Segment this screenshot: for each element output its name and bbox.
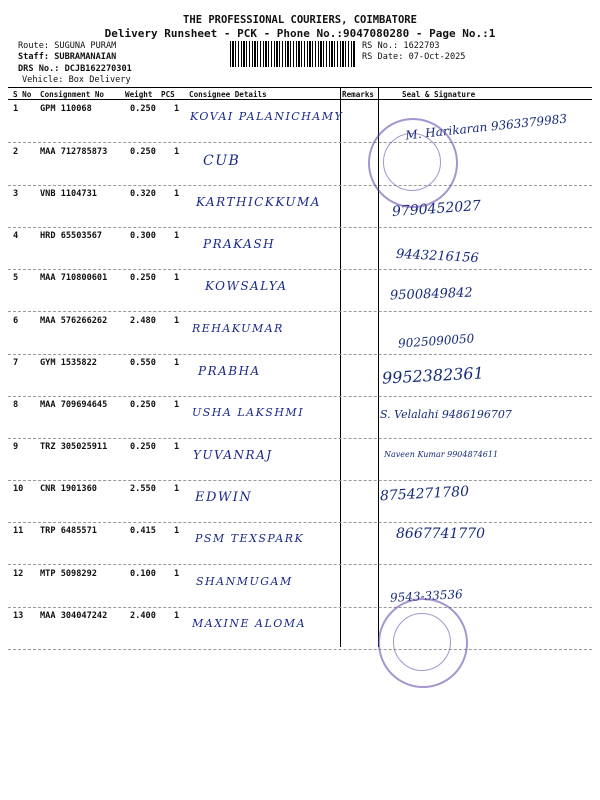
row-signature: Naveen Kumar 9904874611 [384,450,499,459]
row-divider [8,438,592,439]
row-pcs: 1 [174,147,180,157]
row-consignee-name: SHANMUGAM [196,575,293,588]
row-divider [8,142,592,143]
row-pcs: 1 [174,569,180,579]
row-divider [8,649,592,650]
col-seal: Seal & Signature [402,90,476,99]
row-consignment-no: MAA 709694645 [40,400,108,410]
col-consignment: Consignment No [40,90,105,99]
row-weight: 2.480 [130,316,156,326]
row-pcs: 1 [174,442,180,452]
col-pcs: PCS [161,90,175,99]
row-signature: 9500849842 [389,285,473,304]
row-consignment-no: VNB 1104731 [40,189,97,199]
row-weight: 0.320 [130,189,156,199]
row-signature: 8754271780 [379,483,470,505]
row-consignee-name: CUB [203,153,241,169]
row-weight: 0.250 [130,147,156,157]
row-weight: 2.400 [130,611,156,621]
row-consignment-no: TRP 6485571 [40,526,97,536]
row-divider [8,396,592,397]
barcode [230,41,356,67]
vehicle-label: Vehicle: Box Delivery [22,75,131,85]
row-consignment-no: GYM 1535822 [40,358,97,368]
route-label: Route: SUGUNA PURAM [18,41,117,51]
row-sno: 13 [13,611,24,621]
row-pcs: 1 [174,526,180,536]
row-divider [8,311,592,312]
row-consignment-no: MAA 304047242 [40,611,108,621]
row-consignment-no: MTP 5098292 [40,569,97,579]
company-seal-stamp-inner [383,133,441,191]
row-sno: 6 [13,316,19,326]
company-title: THE PROFESSIONAL COURIERS, COIMBATORE [183,14,417,26]
row-signature: 8667741770 [396,526,486,542]
row-signature: M. Harikaran 9363379983 [404,111,568,143]
row-consignee-name: USHA LAKSHMI [192,406,305,419]
col-remarks: Remarks [342,90,375,99]
row-consignment-no: TRZ 305025911 [40,442,108,452]
row-weight: 0.250 [130,442,156,452]
row-consignee-name: PSM TEXSPARK [195,532,305,545]
row-weight: 2.550 [130,484,156,494]
row-consignee-name: PRABHA [198,364,261,378]
row-weight: 0.415 [130,526,156,536]
row-consignment-no: GPM 110068 [40,104,92,114]
row-signature: 9543-33536 [389,587,464,605]
staff-label: Staff: SUBRAMANAIAN [18,52,117,62]
row-consignment-no: CNR 1901360 [40,484,97,494]
row-consignee-name: YUVANRAJ [193,448,273,462]
row-signature: 9025090050 [397,331,475,351]
row-sno: 7 [13,358,19,368]
row-pcs: 1 [174,316,180,326]
row-consignment-no: MAA 712785873 [40,147,108,157]
row-consignee-name: KARTHICKKUMA [196,195,321,209]
maxine-seal-stamp-inner [393,613,451,671]
row-weight: 0.250 [130,400,156,410]
runsheet-subtitle: Delivery Runsheet - PCK - Phone No.:9047080280 - Page No.:1 [104,27,496,40]
row-sno: 9 [13,442,19,452]
col-sno: S No [13,90,32,99]
row-sno: 3 [13,189,19,199]
row-pcs: 1 [174,231,180,241]
row-divider [8,522,592,523]
row-consignee-name: EDWIN [195,490,253,505]
row-signature: 9443216156 [395,246,480,267]
row-pcs: 1 [174,104,180,114]
row-pcs: 1 [174,189,180,199]
row-pcs: 1 [174,484,180,494]
row-pcs: 1 [174,358,180,368]
row-signature: 9952382361 [381,363,485,388]
row-weight: 0.250 [130,104,156,114]
table-header-border [8,99,592,100]
row-consignee-name: PRAKASH [203,237,276,251]
rs-number: RS No.: 1622703 [362,41,440,51]
row-divider [8,227,592,228]
col-weight: Weight [125,90,153,99]
row-consignee-name: KOVAI PALANICHAMY [190,110,344,123]
row-divider [8,269,592,270]
row-sno: 4 [13,231,19,241]
row-sno: 8 [13,400,19,410]
row-signature: S. Velalahi 9486196707 [380,408,512,421]
row-divider [8,564,592,565]
row-sno: 2 [13,147,19,157]
row-consignment-no: MAA 576266262 [40,316,108,326]
col-consignee: Consignee Details [189,90,267,99]
row-divider [8,480,592,481]
row-pcs: 1 [174,400,180,410]
row-sno: 11 [13,526,24,536]
row-weight: 0.250 [130,273,156,283]
row-consignment-no: HRD 65503567 [40,231,103,241]
row-sno: 10 [13,484,24,494]
remarks-left-border [340,87,341,647]
drs-label: DRS No.: DCJB162270301 [18,64,132,74]
row-consignee-name: KOWSALYA [205,279,288,293]
row-divider [8,185,592,186]
row-sno: 12 [13,569,24,579]
row-weight: 0.100 [130,569,156,579]
row-sno: 1 [13,104,19,114]
table-top-border [8,87,592,88]
row-pcs: 1 [174,273,180,283]
row-consignee-name: MAXINE ALOMA [192,617,307,630]
rs-date: RS Date: 07-Oct-2025 [362,52,466,62]
row-divider [8,354,592,355]
row-divider [8,607,592,608]
row-signature: 9790452027 [391,197,482,221]
row-sno: 5 [13,273,19,283]
row-weight: 0.550 [130,358,156,368]
row-consignment-no: MAA 710800601 [40,273,108,283]
row-weight: 0.300 [130,231,156,241]
row-consignee-name: REHAKUMAR [192,322,284,335]
row-pcs: 1 [174,611,180,621]
